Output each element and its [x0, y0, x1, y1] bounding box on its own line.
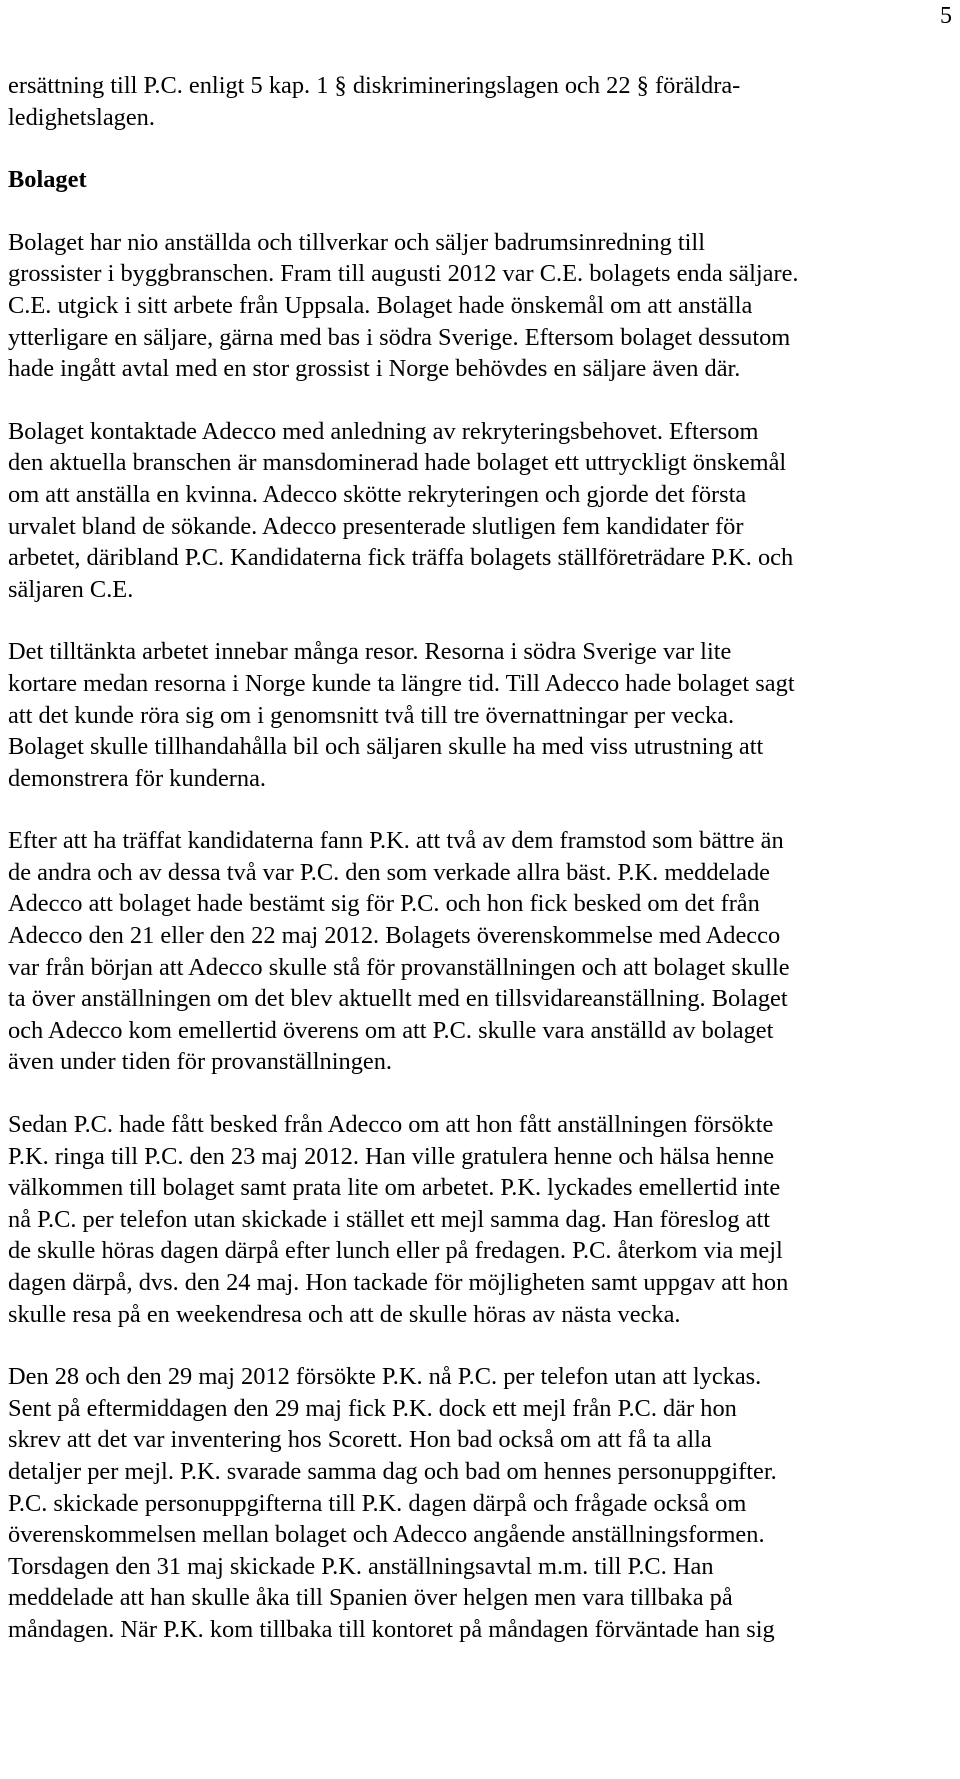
text-line: även under tiden för provanställningen. — [8, 1048, 393, 1076]
paragraph-1 — [8, 70, 943, 133]
text-line: dagen därpå, dvs. den 24 maj. Hon tackade för möjligheten samt uppgav att hon — [8, 1269, 789, 1296]
text-line: och Adecco kom emellertid överens om att P.C. skulle vara anställd av bolaget — [8, 1016, 774, 1044]
paragraph-4 — [8, 636, 943, 794]
text-line: ersättning till P.C. enligt 5 kap. 1 § diskrimineringslagen och 22 § föräldra- — [8, 72, 741, 99]
text-line: ytterligare en säljare, gärna med bas i södra Sverige. Eftersom bolaget dessutom — [8, 323, 791, 351]
text-line: detaljer per mejl. P.K. svarade samma dag och bad om hennes personuppgifter. — [8, 1457, 777, 1485]
text-line: de andra och av dessa två var P.C. den som verkade allra bäst. P.K. meddelade — [8, 858, 770, 886]
text-line: nå P.C. per telefon utan skickade i stället ett mejl samma dag. Han föreslog att — [8, 1205, 770, 1233]
text-line: överenskommelsen mellan bolaget och Adecco angående anställningsformen. — [8, 1521, 765, 1549]
text-line: Bolaget kontaktade Adecco med anledning av rekryteringsbehovet. Eftersom — [8, 417, 759, 445]
page-number: 5 — [940, 3, 952, 29]
text-line: Sedan P.C. hade fått besked från Adecco om att hon fått anställningen försökte — [8, 1111, 774, 1139]
paragraph-7 — [8, 1361, 943, 1645]
text-line: säljaren C.E. — [8, 575, 134, 603]
text-line: grossister i byggbranschen. Fram till augusti 2012 var C.E. bolagets enda säljare. — [8, 260, 799, 288]
text-line: demonstrera för kunderna. — [8, 764, 267, 792]
text-line: Adecco att bolaget hade bestämt sig för P.C. och hon fick besked om det från — [8, 890, 760, 918]
paragraph-3 — [8, 416, 943, 606]
text-line: Det tilltänkta arbetet innebar många resor. Resorna i södra Sverige var lite — [8, 638, 732, 666]
text-line: C.E. utgick i sitt arbete från Uppsala. Bolaget hade önskemål om att anställa — [8, 291, 753, 319]
text-line: välkommen till bolaget samt prata lite om arbetet. P.K. lyckades emellertid inte — [8, 1174, 781, 1202]
text-line: om att anställa en kvinna. Adecco skötte rekryteringen och gjorde det första — [8, 480, 747, 508]
text-line: arbetet, däribland P.C. Kandidaterna fick träffa bolagets ställföreträdare P.K. och — [8, 544, 794, 572]
text-line: kortare medan resorna i Norge kunde ta längre tid. Till Adecco hade bolaget sagt — [8, 669, 795, 697]
text-line: Bolaget skulle tillhandahålla bil och säljaren skulle ha med viss utrustning att — [8, 733, 764, 761]
text-line: Efter att ha träffat kandidaterna fann P.K. att två av dem framstod som bättre än — [8, 827, 784, 855]
text-line: Bolaget har nio anställda och tillverkar och säljer badrumsinredning till — [8, 228, 705, 256]
text-line: meddelade att han skulle åka till Spanien över helgen men vara tillbaka på — [8, 1584, 733, 1612]
text-line: P.K. ringa till P.C. den 23 maj 2012. Han ville gratulera henne och hälsa henne — [8, 1142, 775, 1170]
paragraph-2 — [8, 227, 943, 385]
text-line: ta över anställningen om det blev aktuellt med en tillsvidareanställning. Bolaget — [8, 985, 788, 1013]
text-line: var från början att Adecco skulle stå för provanställningen och att bolaget skulle — [8, 953, 790, 981]
text-line: skrev att det var inventering hos Scorett. Hon bad också om att få ta alla — [8, 1426, 712, 1454]
text-line: skulle resa på en weekendresa och att de skulle höras av nästa vecka. — [8, 1300, 681, 1328]
section-heading: Bolaget — [8, 166, 87, 194]
text-line: P.C. skickade personuppgifterna till P.K. dagen därpå och frågade också om — [8, 1489, 747, 1517]
text-line: Sent på eftermiddagen den 29 maj fick P.K. dock ett mejl från P.C. där hon — [8, 1394, 737, 1422]
text-line: hade ingått avtal med en stor grossist i Norge behövdes en säljare även där. — [8, 355, 741, 383]
text-line: ledighetslagen. — [8, 103, 155, 131]
text-line: Torsdagen den 31 maj skickade P.K. anställningsavtal m.m. till P.C. Han — [8, 1552, 714, 1580]
text-line: att det kunde röra sig om i genomsnitt två till tre övernattningar per vecka. — [8, 701, 735, 729]
text-line: måndagen. När P.K. kom tillbaka till kontoret på måndagen förväntade han sig — [8, 1615, 775, 1643]
text-line: de skulle höras dagen därpå efter lunch eller på fredagen. P.C. återkom via mejl — [8, 1237, 783, 1265]
document-body — [8, 70, 943, 1646]
text-line: urvalet bland de sökande. Adecco presenterade slutligen fem kandidater för — [8, 512, 744, 540]
text-line: den aktuella branschen är mansdominerad hade bolaget ett uttryckligt önskemål — [8, 449, 787, 477]
paragraph-6 — [8, 1109, 943, 1330]
text-line: Den 28 och den 29 maj 2012 försökte P.K. nå P.C. per telefon utan att lyckas. — [8, 1363, 762, 1391]
text-line: Adecco den 21 eller den 22 maj 2012. Bolagets överenskommelse med Adecco — [8, 922, 781, 950]
paragraph-5 — [8, 825, 943, 1078]
